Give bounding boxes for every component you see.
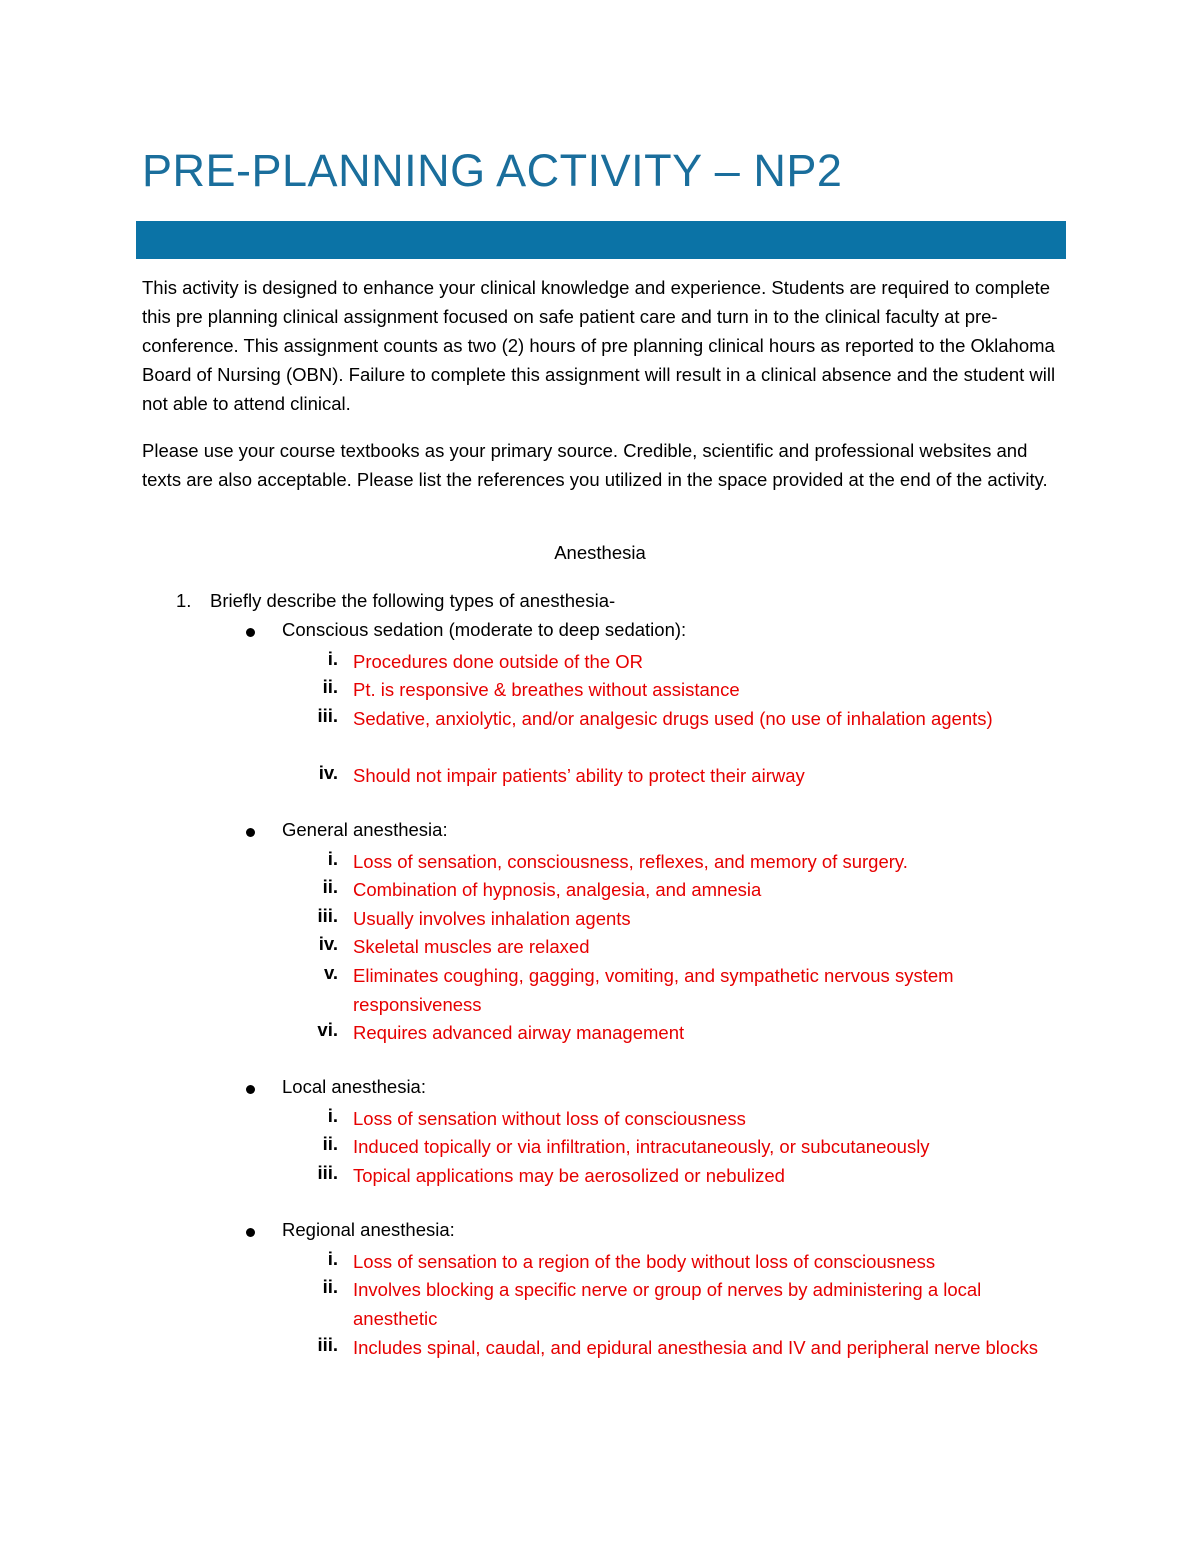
anesthesia-type-label: Conscious sedation (moderate to deep sedation):: [282, 619, 687, 640]
item-numeral: i.: [327, 848, 338, 869]
question-number: 1.: [176, 590, 192, 611]
item-answer: Usually involves inhalation agents: [353, 908, 631, 929]
page-title: PRE-PLANNING ACTIVITY – NP2: [142, 145, 843, 196]
bullet-icon: [246, 828, 255, 837]
item-numeral: iv.: [318, 762, 338, 783]
item-answer: Pt. is responsive & breathes without assistance: [353, 679, 740, 700]
item-numeral: v.: [323, 962, 338, 983]
item-numeral: ii.: [322, 1276, 338, 1297]
anesthesia-type-label: Regional anesthesia:: [282, 1219, 455, 1240]
item-answer: Sedative, anxiolytic, and/or analgesic drugs used (no use of inhalation agents): [353, 708, 993, 729]
item-answer: Involves blocking a specific nerve or group of nerves by administering a local anesthetic: [353, 1279, 982, 1329]
item-answer: Loss of sensation, consciousness, reflexes, and memory of surgery.: [353, 851, 908, 872]
anesthesia-type-label: Local anesthesia:: [282, 1076, 426, 1097]
anesthesia-type-label: General anesthesia:: [282, 819, 448, 840]
item-answer: Procedures done outside of the OR: [353, 651, 644, 672]
item-numeral: iii.: [317, 1334, 338, 1355]
item-answer: Should not impair patients’ ability to protect their airway: [353, 765, 805, 786]
item-answer: Eliminates coughing, gagging, vomiting, and sympathetic nervous system responsiveness: [353, 965, 954, 1015]
item-answer: Skeletal muscles are relaxed: [353, 936, 590, 957]
item-answer: Induced topically or via infiltration, intracutaneously, or subcutaneously: [353, 1136, 930, 1157]
section-heading: Anesthesia: [554, 542, 646, 563]
item-answer: Includes spinal, caudal, and epidural anesthesia and IV and peripheral nerve blocks: [353, 1337, 1038, 1358]
bullet-icon: [246, 1228, 255, 1237]
item-numeral: ii.: [322, 876, 338, 897]
item-numeral: i.: [327, 1105, 338, 1126]
intro-paragraph-1: This activity is designed to enhance your clinical knowledge and experience. Students are required to complete this pre planning clinical assignment focused on safe patient care and turn in to the clinical faculty at pre-conference. This assignment counts as two (2) hours of pre planning clinical hours as reported to the Oklahoma Board of Nursing (OBN). Failure to complete this assignment will result in a clinical absence and the student will not able to attend clinical.: [142, 277, 1056, 414]
item-numeral: vi.: [317, 1019, 338, 1040]
bullet-icon: [246, 1085, 255, 1094]
item-numeral: ii.: [322, 676, 338, 697]
title-banner-bar: [136, 221, 1066, 259]
question-text: Briefly describe the following types of anesthesia-: [210, 590, 616, 611]
item-numeral: i.: [327, 648, 338, 669]
item-answer: Loss of sensation without loss of consciousness: [353, 1108, 746, 1129]
item-numeral: i.: [327, 1248, 338, 1269]
intro-paragraph-2: Please use your course textbooks as your primary source. Credible, scientific and professional websites and texts are also acceptable. Please list the references you utilized in the space provided at the end of the activity.: [142, 440, 1048, 490]
item-answer: Combination of hypnosis, analgesia, and amnesia: [353, 879, 762, 900]
item-numeral: iii.: [317, 705, 338, 726]
bullet-icon: [246, 628, 255, 637]
item-answer: Loss of sensation to a region of the body without loss of consciousness: [353, 1251, 936, 1272]
item-numeral: iii.: [317, 905, 338, 926]
item-numeral: iii.: [317, 1162, 338, 1183]
item-numeral: ii.: [322, 1133, 338, 1154]
item-numeral: iv.: [318, 933, 338, 954]
item-answer: Topical applications may be aerosolized or nebulized: [353, 1165, 785, 1186]
item-answer: Requires advanced airway management: [353, 1022, 685, 1043]
